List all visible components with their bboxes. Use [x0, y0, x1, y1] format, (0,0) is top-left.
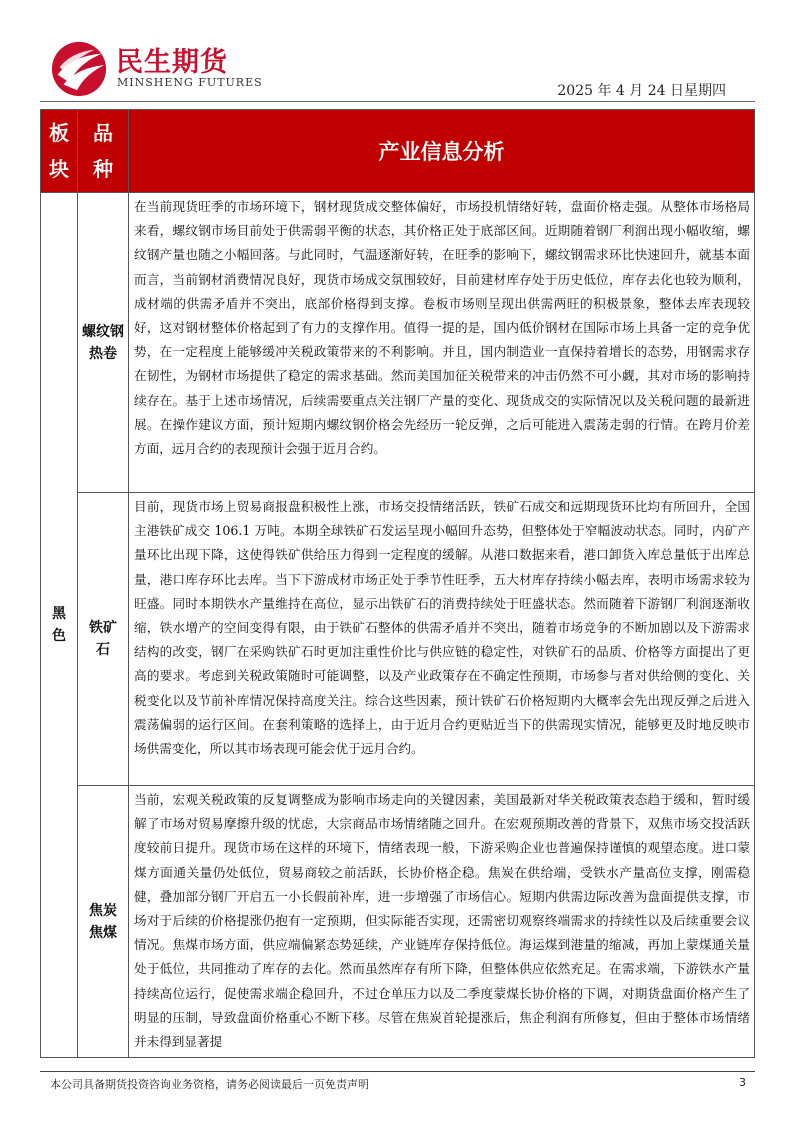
minsheng-logo-icon [50, 40, 108, 98]
table-row [41, 786, 755, 1058]
page-header [40, 36, 756, 102]
variety-label: 螺纹钢热卷 [81, 323, 124, 362]
variety-label: 焦炭焦煤 [88, 902, 117, 941]
variety-cell [78, 493, 129, 786]
footer-disclaimer: 本公司具备期货投资咨询业务资格，请务必阅读最后一页免责声明 [50, 1078, 369, 1091]
variety-cell [78, 786, 129, 1058]
table-header-row [41, 110, 755, 193]
report-date: 2025 年 4 月 24 日星期四 [557, 83, 726, 99]
analysis-text: 目前，现货市场上贸易商报盘积极性上涨，市场交投情绪活跃，铁矿石成交和远期现货环比均有所回升，全国主港铁矿成交 106.1 万吨。本期全球铁矿石发运呈现小幅回升态势，但整体处于窄幅波动状态。同时，内矿产量环比出现下降，这使得铁矿供给压力得到一定程度的缓解。从港口数据来看，港口卸货入库总量低于出库总量，港口库存环比去库。当下下游成材市场正处于季节性旺季，五大材库存持续小幅去库，表明市场需求较为旺盛。同时本期铁水产量维持在高位，显示出铁矿石的消费持续处于旺盛状态。然而随着下游钢厂利润逐渐收缩，铁水增产的空间变得有限，由于铁矿石整体的供需矛盾并不突出，随着市场竞争的不断加剧以及下游需求结构的改变，钢厂在采购铁矿石时更加注重性价比与供应链的稳定性，对铁矿石的品质、价格等方面提出了更高的要求。考虑到关税政策随时可能调整，以及产业政策存在不确定性预期，市场参与者对供给侧的变化、关税变化以及节前补库情况保持高度关注。综合这些因素，预计铁矿石价格短期内大概率会先出现反弹之后进入震荡偏弱的运行区间。在套利策略的选择上，由于近月合约更贴近当下的供需现实情况，能够更及时地反映市场供需变化，所以其市场表现可能会优于远月合约。 [129, 493, 755, 786]
brand-name-en: MINSHENG FUTURES [117, 76, 263, 89]
page-number: 3 [739, 1076, 746, 1089]
table-row [41, 193, 755, 493]
analysis-text: 在当前现货旺季的市场环境下，钢材现货成交整体偏好，市场投机情绪好转，盘面价格走强。从整体市场格局来看，螺纹钢市场目前处于供需弱平衡的状态，其价格正处于底部区间。近期随着钢厂利润出现小幅收缩，螺纹钢产量也随之小幅回落。与此同时，气温逐渐好转，在旺季的影响下，螺纹钢需求环比快速回升，就基本面而言，当前钢材消费情况良好，现货市场成交氛围较好，目前建材库存处于历史低位，库存去化也较为顺利，成材端的供需矛盾并不突出，底部价格得到支撑。卷板市场则呈现出供需两旺的积极景象，整体去库表现较好，这对钢材整体价格起到了有力的支撑作用。值得一提的是，国内低价钢材在国际市场上具备一定的竞争优势，在一定程度上能够缓冲关税政策带来的不利影响。并且，国内制造业一直保持着增长的态势，用钢需求存在韧性，为钢材市场提供了稳定的需求基础。然而美国加征关税带来的冲击仍然不可小觑，其对市场的影响持续存在。基于上述市场情况，后续需要重点关注钢厂产量的变化、现货成交的实际情况以及关税问题的最新进展。在操作建议方面，预计短期内螺纹钢价格会先经历一轮反弹，之后可能进入震荡走弱的行情。在跨月价差方面，远月合约的表现预计会强于近月合约。 [129, 193, 755, 493]
sector-label: 黑色 [51, 606, 66, 645]
header-divider [40, 101, 755, 102]
sector-cell [41, 193, 78, 1058]
brand-name-cn: 民生期货 [116, 47, 228, 78]
table-row [41, 493, 755, 786]
variety-label: 铁矿石 [88, 620, 117, 658]
header-variety-label: 品种 [93, 121, 113, 181]
analysis-table [40, 109, 755, 1058]
footer-divider [40, 1071, 755, 1072]
analysis-text: 当前，宏观关税政策的反复调整成为影响市场走向的关键因素，美国最新对华关税政策表态趋于缓和，暂时缓解了市场对贸易摩擦升级的忧虑，大宗商品市场情绪随之回升。在宏观预期改善的背景下，双焦市场交投活跃度较前日提升。现货市场在这样的环境下，情绪表现一般，下游采购企业也普遍保持谨慎的观望态度。进口蒙煤方面通关量仍处低位，贸易商较之前活跃，长协价格企稳。焦炭在供给端，受铁水产量高位支撑，刚需稳健，叠加部分钢厂开启五一小长假前补库，进一步增强了市场信心。短期内供需边际改善为盘面提供支撑，市场对于后续的价格提涨仍抱有一定预期，但实际能否实现，还需密切观察终端需求的持续性以及后续重要会议情况。焦煤市场方面，供应端偏紧态势延续，产业链库存保持低位。海运煤到港量的缩减，再加上蒙煤通关量处于低位，共同推动了库存的去化。然而虽然库存有所下降，但整体供应依然充足。在需求端，下游铁水产量持续高位运行，促使需求端企稳回升，不过仓单压力以及二季度蒙煤长协价格的下调，对期货盘面价格产生了明显的压制，导致盘面价格重心不断下移。尽管在焦炭首轮提涨后，焦企利润有所修复，但由于整体市场情绪并未得到显著提 [129, 786, 755, 1058]
variety-cell [78, 193, 129, 493]
header-sector [41, 110, 78, 193]
header-sector-label: 板块 [49, 121, 69, 181]
header-variety [78, 110, 129, 193]
header-analysis: 产业信息分析 [129, 110, 755, 193]
